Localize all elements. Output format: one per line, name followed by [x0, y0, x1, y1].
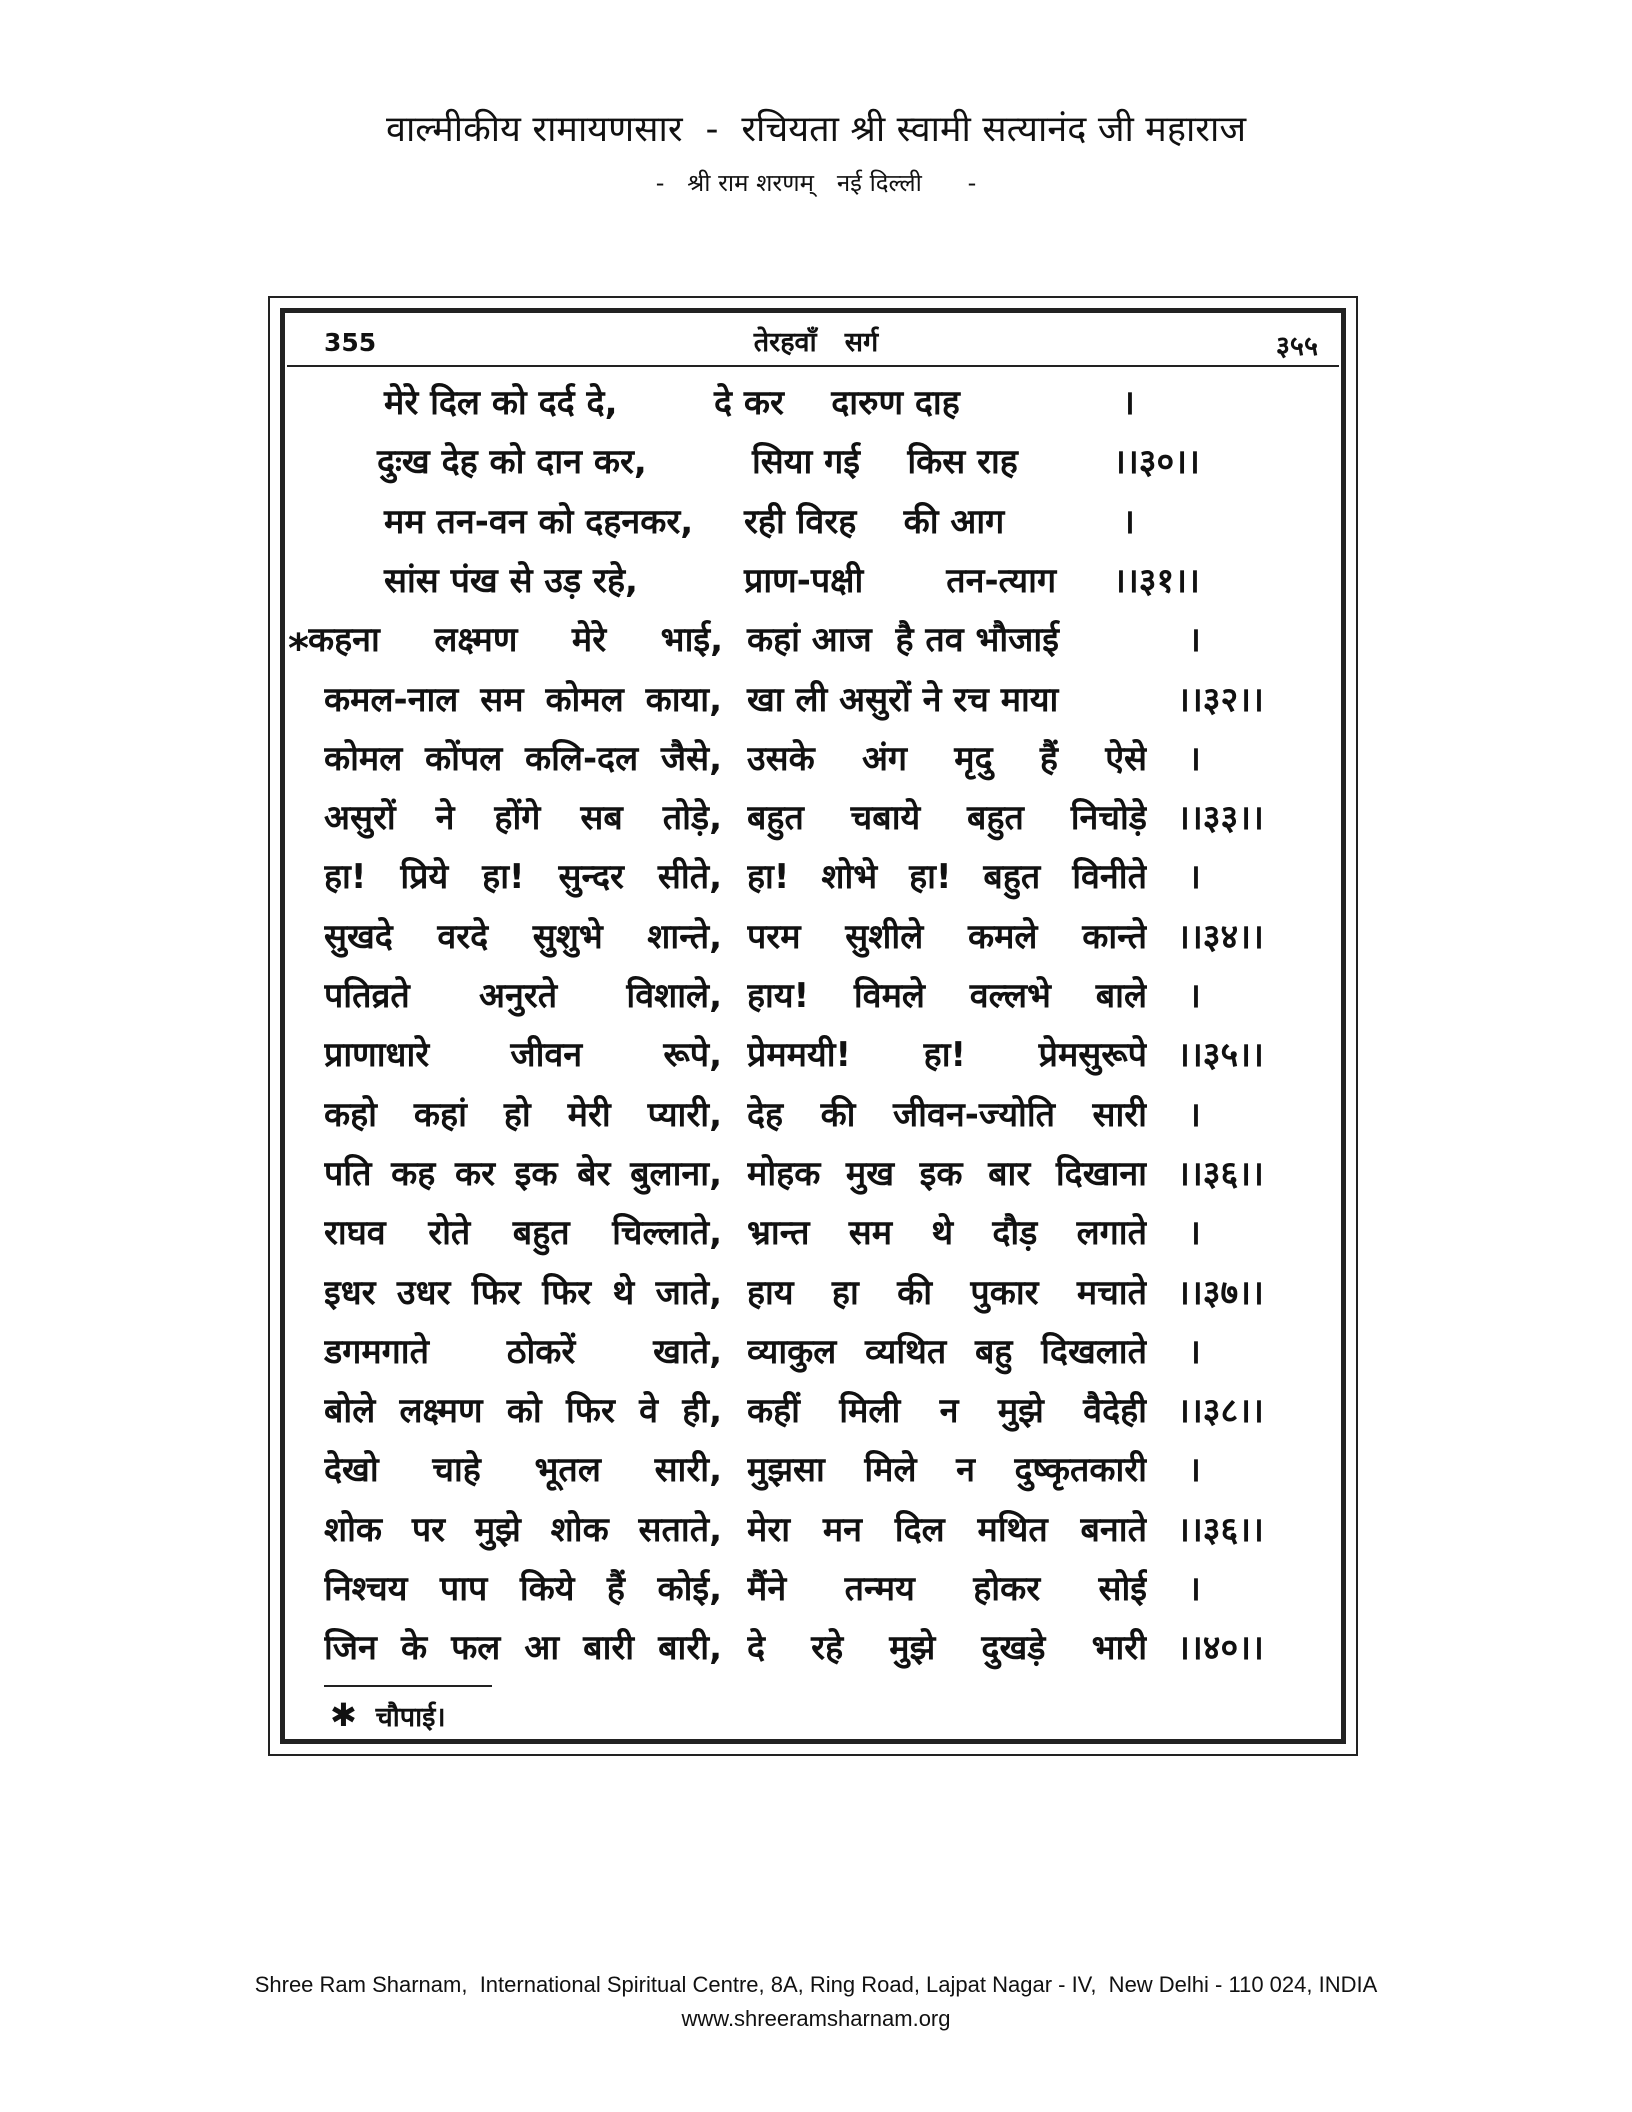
verse-first-half: बोले लक्ष्मण को फिर वे ही, — [324, 1391, 722, 1432]
header-rule — [287, 365, 1339, 367]
verse-second-half: खा ली असुरों ने रच माया — [747, 679, 1059, 720]
page-number-devanagari: ३५५ — [1275, 331, 1318, 362]
verse-second-half: कहीं मिली न मुझे वैदेही — [747, 1391, 1147, 1432]
verse-second-half: दे रहे मुझे दुखड़े भारी — [747, 1628, 1147, 1669]
verse-second-half: रही विरह की आग — [744, 501, 1005, 542]
verse-second-half: प्रेममयी! हा! प्रेमसुरूपे — [747, 1035, 1147, 1076]
verse-second-half: परम सुशीले कमले कान्ते — [747, 916, 1147, 957]
verse-line — [0, 675, 1632, 725]
verse-first-half: मम तन-वन को दहनकर, — [384, 501, 694, 542]
verse-number: ।।४०।। — [1177, 1628, 1264, 1669]
verse-first-half: प्राणाधारे जीवन रूपे, — [324, 1035, 722, 1076]
verse-first-half: दुःख देह को दान कर, — [377, 442, 647, 483]
verse-second-half: दे कर दारुण दाह — [714, 383, 960, 423]
footer-website: www.shreeramsharnam.org — [681, 2006, 951, 2031]
verse-number: ।।३७।। — [1177, 1272, 1264, 1313]
verse-second-half: देह की जीवन-ज्योति सारी — [747, 1094, 1147, 1135]
footnote-text: चौपाई। — [375, 1702, 446, 1733]
verse-line — [0, 615, 1632, 665]
verse-number: ।।३१।। — [1113, 560, 1200, 601]
verse-line — [0, 1149, 1632, 1199]
verse-line — [0, 1208, 1632, 1258]
verse-line — [0, 437, 1632, 487]
verse-number: । — [1188, 1569, 1201, 1609]
verse-first-half: कमल-नाल सम कोमल काया, — [324, 679, 722, 720]
verse-second-half: सिया गई किस राह — [752, 442, 1018, 483]
verse-second-half: हाय! विमले वल्लभे बाले — [747, 976, 1147, 1016]
verse-first-half: कहना लक्ष्मण मेरे भाई, — [308, 620, 723, 661]
verse-first-half: इधर उधर फिर फिर थे जाते, — [324, 1272, 722, 1313]
verse-line — [0, 1386, 1632, 1436]
verse-line — [0, 378, 1632, 428]
verse-line — [0, 1445, 1632, 1495]
verse-second-half: हाय हा की पुकार मचाते — [747, 1272, 1147, 1313]
verse-first-half: डगमगाते ठोकरें खाते, — [324, 1331, 722, 1372]
verse-number: । — [1188, 857, 1201, 898]
verse-number: ।।३४।। — [1177, 916, 1264, 957]
verse-number: ।।३०।। — [1113, 442, 1200, 483]
verse-number: ।।३६।। — [1177, 1509, 1264, 1550]
verse-number: ।।३६।। — [1177, 1153, 1264, 1194]
verse-number: । — [1188, 1331, 1201, 1372]
verse-line — [0, 1327, 1632, 1377]
verse-number: । — [1188, 620, 1201, 661]
verse-number: । — [1188, 738, 1201, 779]
verse-line — [0, 852, 1632, 902]
verse-number: । — [1188, 1450, 1201, 1491]
verse-number: ।।३५।। — [1177, 1035, 1264, 1076]
verse-number: । — [1122, 501, 1135, 542]
verse-second-half: प्राण-पक्षी तन-त्याग — [744, 560, 1057, 601]
verse-second-half: मुझसा मिले न दुष्कृतकारी — [747, 1450, 1147, 1491]
verse-first-half: सांस पंख से उड़ रहे, — [384, 560, 638, 601]
verse-first-half: पतिव्रते अनुरते विशाले, — [324, 976, 722, 1016]
verse-first-half: हा! प्रिये हा! सुन्दर सीते, — [324, 857, 722, 898]
verse-number: ।।३३।। — [1177, 798, 1264, 839]
verse-number: । — [1188, 1094, 1201, 1135]
verse-second-half: हा! शोभे हा! बहुत विनीते — [747, 857, 1147, 898]
chaupai-star-mark: * — [288, 626, 309, 672]
footer-address: Shree Ram Sharnam, International Spiritual Centre, 8A, Ring Road, Lajpat Nagar - IV, New Delhi - 110 024, INDIA — [254, 1972, 1378, 1997]
verse-first-half: असुरों ने होंगे सब तोड़े, — [324, 798, 722, 839]
verse-line — [0, 1564, 1632, 1614]
verse-first-half: शोक पर मुझे शोक सताते, — [324, 1509, 722, 1550]
verse-number: ।।३८।। — [1177, 1391, 1264, 1432]
verse-line — [0, 1623, 1632, 1673]
verse-first-half: मेरे दिल को दर्द दे, — [384, 383, 618, 423]
verse-line — [0, 1030, 1632, 1080]
verse-second-half: कहां आज है तव भौजाई — [747, 620, 1059, 661]
verse-number: । — [1188, 976, 1201, 1016]
verse-line — [0, 971, 1632, 1021]
chapter-heading: तेरहवाँ सर्ग — [753, 327, 879, 358]
verse-second-half: मेरा मन दिल मथित बनाते — [747, 1509, 1147, 1550]
verse-first-half: राघव रोते बहुत चिल्लाते, — [324, 1213, 722, 1254]
footnote-rule — [324, 1685, 492, 1687]
verse-line — [0, 497, 1632, 547]
page-number-arabic: 355 — [324, 328, 377, 357]
footnote-star-icon: ✱ — [330, 1696, 357, 1734]
verse-line — [0, 734, 1632, 784]
verse-first-half: कहो कहां हो मेरी प्यारी, — [324, 1094, 722, 1135]
verse-line — [0, 1505, 1632, 1555]
verse-second-half: भ्रान्त सम थे दौड़ लगाते — [747, 1213, 1147, 1254]
verse-first-half: जिन के फल आ बारी बारी, — [324, 1628, 722, 1669]
verse-number: । — [1188, 1213, 1201, 1254]
verse-second-half: बहुत चबाये बहुत निचोड़े — [747, 798, 1147, 839]
verse-line — [0, 912, 1632, 962]
verse-second-half: मोहक मुख इक बार दिखाना — [747, 1153, 1147, 1194]
verse-line — [0, 1090, 1632, 1140]
verse-line — [0, 793, 1632, 843]
verse-second-half: उसके अंग मृदु हैं ऐसे — [747, 738, 1147, 779]
verse-first-half: निश्चय पाप किये हैं कोई, — [324, 1569, 722, 1609]
verse-first-half: सुखदे वरदे सुशुभे शान्ते, — [324, 916, 722, 957]
footnote — [330, 1695, 446, 1738]
publisher-line: - श्री राम शरणम् नई दिल्ली - — [655, 169, 977, 197]
verse-number: । — [1122, 383, 1135, 423]
verse-second-half: व्याकुल व्यथित बहु दिखलाते — [747, 1331, 1147, 1372]
verse-second-half: मैंने तन्मय होकर सोई — [747, 1569, 1147, 1609]
verse-line — [0, 1268, 1632, 1318]
verse-first-half: देखो चाहे भूतल सारी, — [324, 1450, 722, 1491]
verse-first-half: पति कह कर इक बेर बुलाना, — [324, 1153, 722, 1194]
verse-line — [0, 556, 1632, 606]
book-title: वाल्मीकीय रामायणसार - रचियता श्री स्वामी सत्यानंद जी महाराज — [385, 109, 1247, 150]
verse-first-half: कोमल कोंपल कलि-दल जैसे, — [324, 738, 722, 779]
verse-number: ।।३२।। — [1177, 679, 1264, 720]
